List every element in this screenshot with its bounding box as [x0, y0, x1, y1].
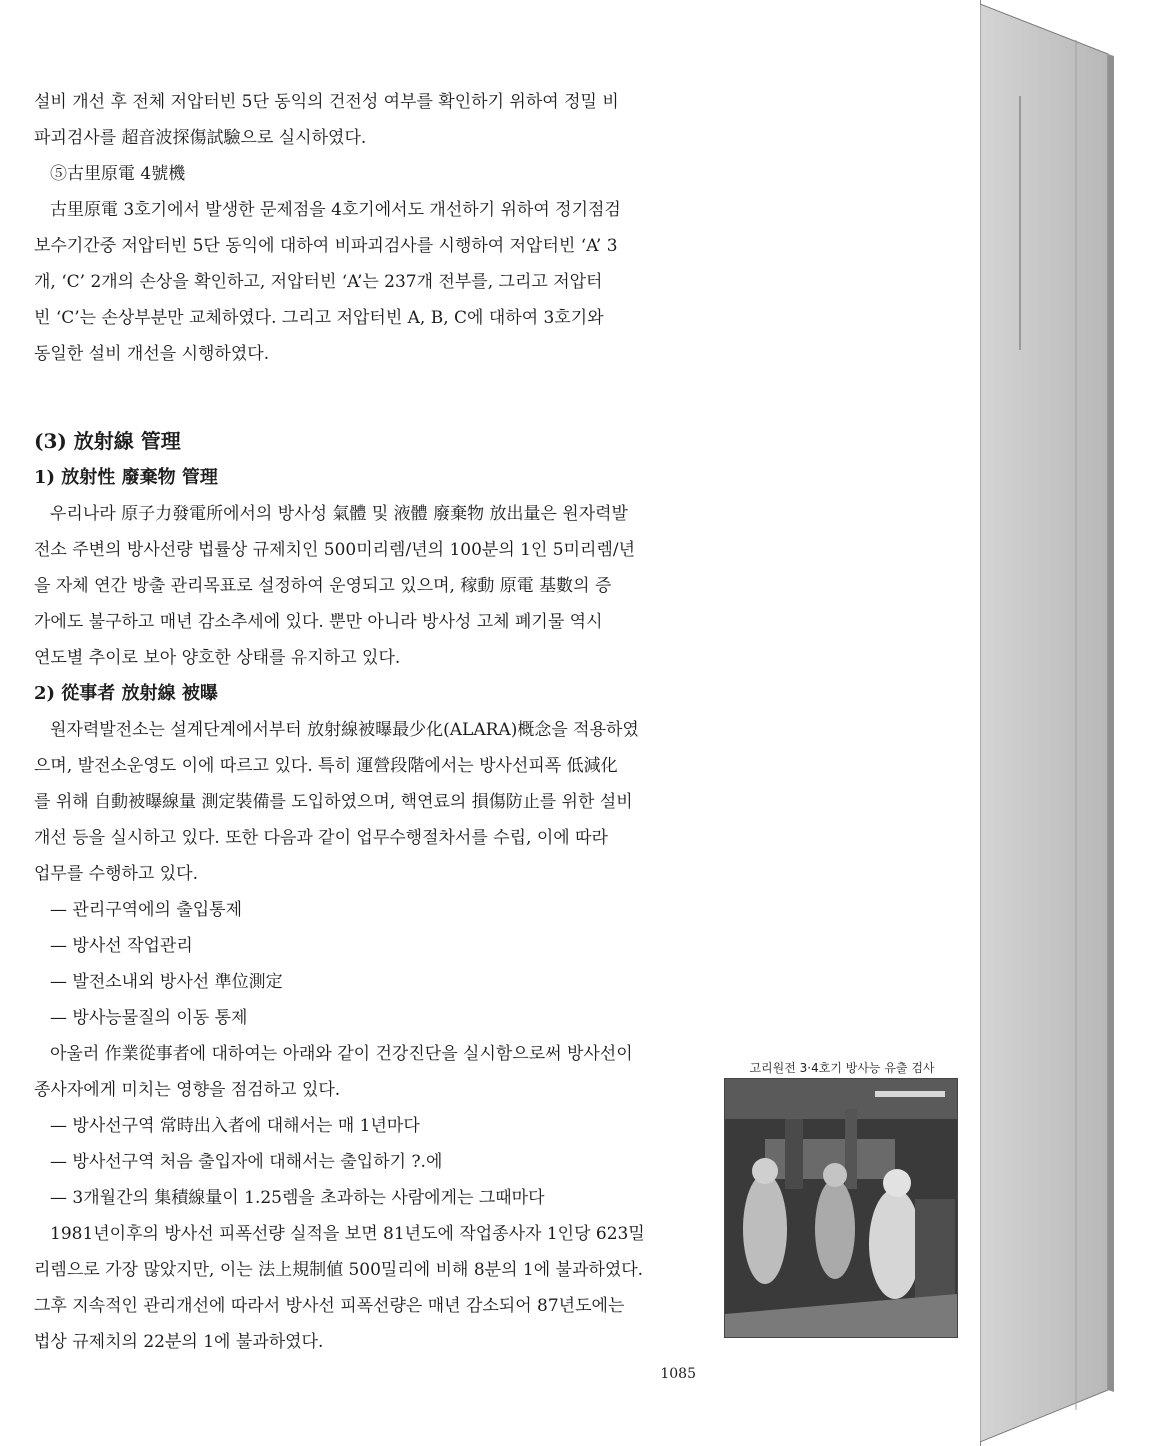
- text-line: 古里原電 3호기에서 발생한 문제점을 4호기에서도 개선하기 위하여 정기점검: [50, 200, 621, 220]
- list-item: — 방사선 작업관리: [50, 936, 193, 956]
- text-line: 원자력발전소는 설계단계에서부터 放射線被曝最少化(ALARA)概念을 적용하였: [50, 720, 639, 740]
- text-line: 설비 개선 후 전체 저압터빈 5단 동익의 건전성 여부를 확인하기 위하여 정밀 비: [34, 92, 619, 112]
- text-line: 우리나라 原子力發電所에서의 방사성 氣體 및 液體 廢棄物 放出量은 원자력발: [50, 504, 628, 524]
- list-item: — 3개월간의 集積線量이 1.25렘을 초과하는 사람에게는 그때마다: [50, 1188, 545, 1208]
- text-line: 아울러 作業從事者에 대하여는 아래와 같이 건강진단을 실시함으로써 방사선이: [50, 1044, 633, 1064]
- text-line: 를 위해 自動被曝線量 測定裝備를 도입하였으며, 핵연료의 損傷防止를 위한 설비: [34, 792, 633, 812]
- subsection-heading: 2) 從事者 放射線 被曝: [34, 683, 218, 704]
- text-line: 으며, 발전소운영도 이에 따르고 있다. 특히 運營段階에서는 방사선피폭 低減化: [34, 756, 618, 776]
- text-line: 파괴검사를 超音波探傷試驗으로 실시하였다.: [34, 128, 367, 148]
- body-text: [34, 84, 700, 1360]
- text-line: 개, ‘C’ 2개의 손상을 확인하고, 저압터빈 ‘A’는 237개 전부를, 그리고 저압터: [34, 272, 603, 292]
- inspection-photo: [724, 1078, 958, 1338]
- text-line: 전소 주변의 방사선량 법률상 규제치인 500미리렘/년의 100분의 1인 5미리렘/년: [34, 540, 636, 560]
- list-item: — 방사선구역 常時出入者에 대해서는 매 1년마다: [50, 1116, 420, 1136]
- text-line: 리렘으로 가장 많았지만, 이는 法上規制値 500밀리에 비해 8분의 1에 불과하였다.: [34, 1260, 644, 1280]
- text-line: 개선 등을 실시하고 있다. 또한 다음과 같이 업무수행절차서를 수립, 이에 따라: [34, 828, 608, 848]
- book-page-edge: [980, 0, 1173, 1446]
- page-number: 1085: [660, 1366, 696, 1382]
- text-line: 을 자체 연간 방출 관리목표로 설정하여 운영되고 있으며, 稼動 原電 基數의 증: [34, 576, 612, 596]
- subsection-heading: 1) 放射性 廢棄物 管理: [34, 467, 218, 488]
- text-line: 종사자에게 미치는 영향을 점검하고 있다.: [34, 1080, 341, 1100]
- list-item: — 방사능물질의 이동 통제: [50, 1008, 248, 1028]
- list-item: — 관리구역에의 출입통제: [50, 900, 243, 920]
- list-item: — 발전소내외 방사선 準位測定: [50, 972, 283, 992]
- inspection-photo-illustration: [725, 1079, 957, 1337]
- text-line: 연도별 추이로 보아 양호한 상태를 유지하고 있다.: [34, 648, 401, 668]
- text-line: 업무를 수행하고 있다.: [34, 864, 199, 884]
- numbered-item: ⑤古里原電 4號機: [50, 164, 186, 184]
- section-heading: (3) 放射線 管理: [34, 429, 181, 453]
- photo-caption: 고리원전 3·4호기 방사능 유출 검사: [749, 1061, 935, 1075]
- list-item: — 방사선구역 처음 출입자에 대해서는 출입하기 ?.에: [50, 1152, 443, 1172]
- text-line: 빈 ‘C’는 손상부분만 교체하였다. 그리고 저압터빈 A, B, C에 대하여 3호기와: [34, 308, 604, 328]
- text-line: 1981년이후의 방사선 피폭선량 실적을 보면 81년도에 작업종사자 1인당 623밀: [50, 1224, 645, 1244]
- section-gap: [34, 372, 700, 422]
- text-line: 보수기간중 저압터빈 5단 동익에 대하여 비파괴검사를 시행하여 저압터빈 ‘A’ 3: [34, 236, 618, 256]
- text-line: 동일한 설비 개선을 시행하였다.: [34, 344, 270, 364]
- text-line: 그후 지속적인 관리개선에 따라서 방사선 피폭선량은 매년 감소되어 87년도에는: [34, 1296, 625, 1316]
- text-line: 법상 규제치의 22분의 1에 불과하였다.: [34, 1332, 324, 1352]
- text-line: 가에도 불구하고 매년 감소추세에 있다. 뿐만 아니라 방사성 고체 폐기물 역시: [34, 612, 603, 632]
